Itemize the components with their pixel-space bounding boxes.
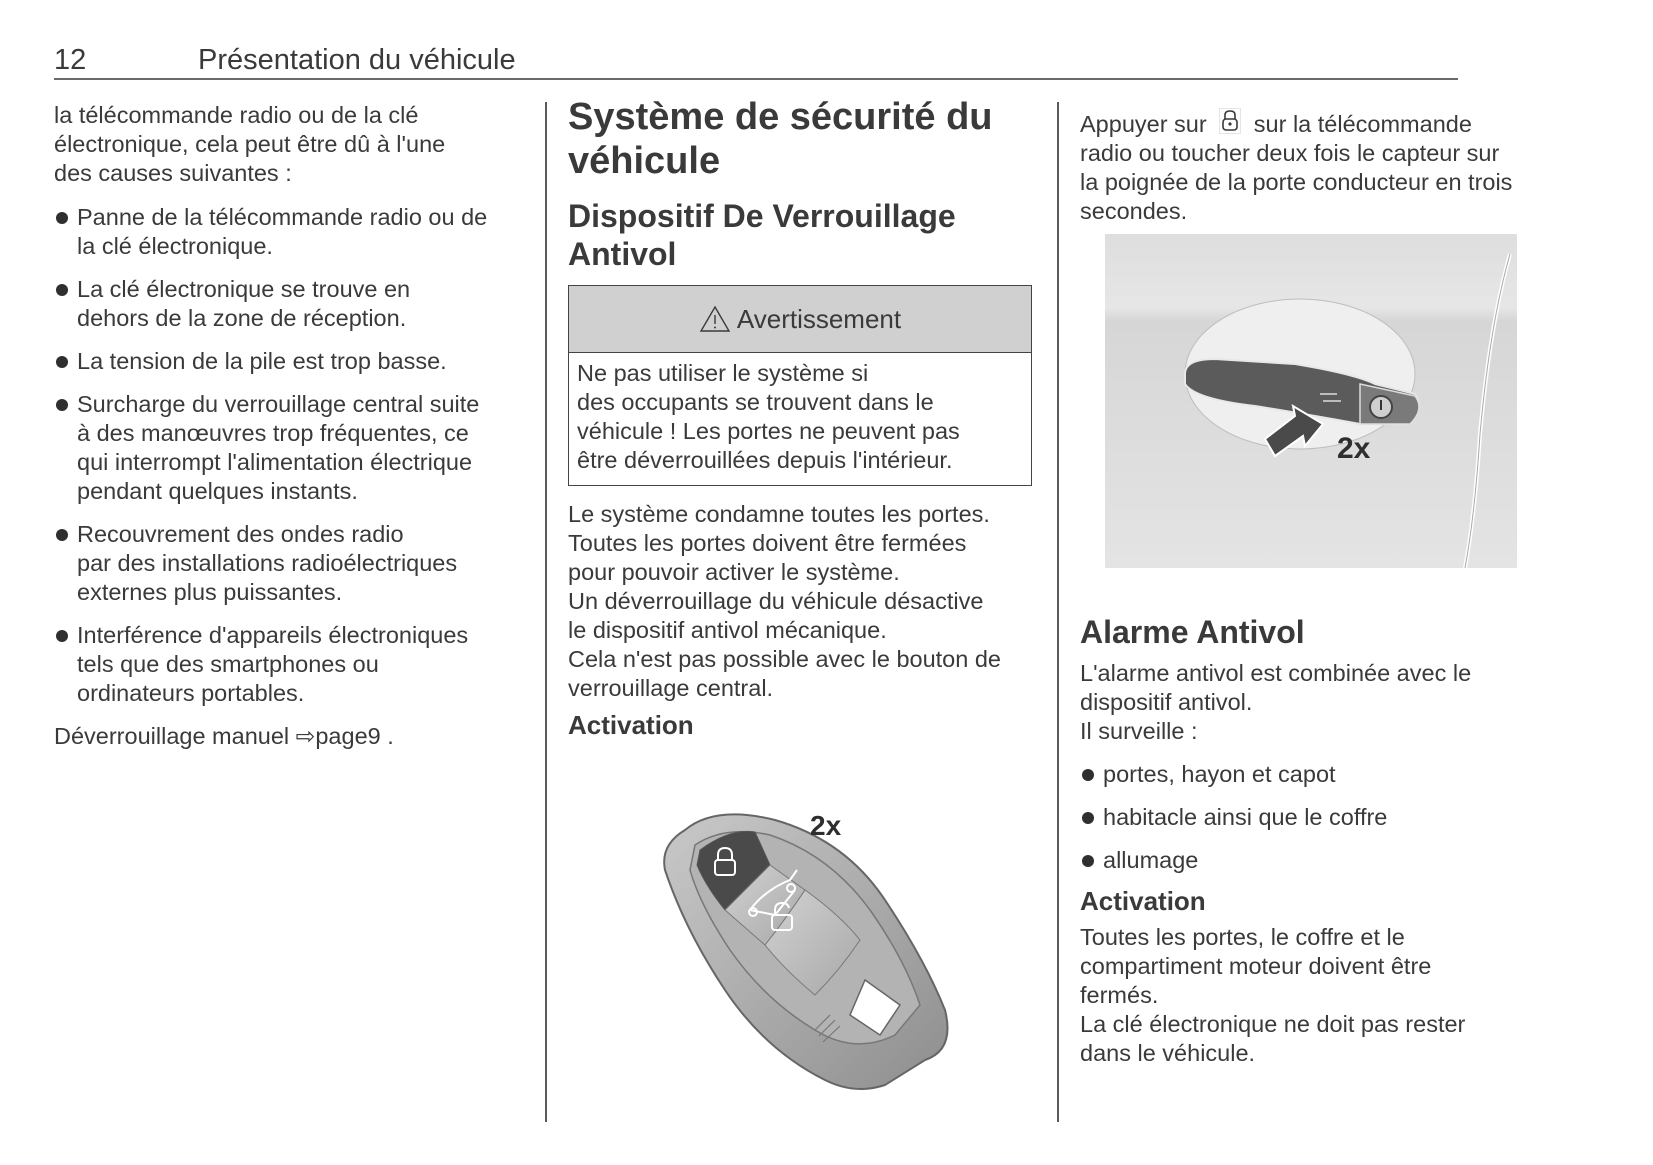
monitored-list: [1080, 760, 1560, 875]
warning-box: [568, 285, 1032, 486]
warning-triangle-icon: [699, 305, 731, 333]
alarm-section: [1080, 613, 1560, 1068]
activation-heading: Activation: [568, 710, 694, 740]
cross-reference: Déverrouillage manuel ⇨page9 .: [54, 723, 394, 749]
causes-list: [54, 203, 534, 708]
touch-count-label: 2x: [1337, 432, 1371, 465]
warning-header: [569, 286, 1031, 353]
bullet-icon: [1082, 855, 1094, 867]
bullet-icon: [56, 284, 68, 296]
right-column: [1080, 108, 1560, 226]
door-handle-illustration: [1105, 234, 1517, 568]
page-number: 12: [54, 44, 87, 76]
bullet-icon: [1082, 769, 1094, 781]
list-item: allumage: [1080, 846, 1560, 875]
warning-title: Avertissement: [736, 303, 902, 334]
list-item: La tension de la pile est trop basse.: [54, 347, 534, 376]
list-item: portes, hayon et capot: [1080, 760, 1560, 789]
key-fob-figure: [655, 800, 955, 1090]
door-handle-figure: [1105, 234, 1517, 568]
intro-paragraph: la télécommande radio ou de la clé électronique, cela peut être dû à l'une des causes suivantes :: [54, 102, 446, 186]
column-divider-right: [1057, 102, 1059, 1122]
list-item: Surcharge du verrouillage central suite à des manœuvres trop fréquentes, ce qui interrompt l'alimentation électrique pendant quelques instants.: [54, 390, 534, 506]
list-item: Interférence d'appareils électroniques tels que des smartphones ou ordinateurs portables.: [54, 621, 534, 708]
page-link[interactable]: page9: [315, 723, 381, 749]
key-fob-illustration: [655, 800, 955, 1090]
alarm-heading: Alarme Antivol: [1080, 614, 1305, 650]
bullet-icon: [56, 356, 68, 368]
page-header: [54, 40, 1458, 80]
bullet-icon: [56, 212, 68, 224]
lock-instruction: Appuyer sur sur la télécommande radio ou toucher deux fois le capteur sur la poignée de la porte conducteur en trois secondes.: [1080, 108, 1560, 226]
alarm-activation-heading: Activation: [1080, 886, 1206, 916]
bullet-icon: [56, 630, 68, 642]
middle-column: [568, 95, 1032, 741]
list-item: La clé électronique se trouve en dehors de la zone de réception.: [54, 275, 534, 333]
system-description: Le système condamne toutes les portes. Toutes les portes doivent être fermées pour pouvoir activer le système. Un déverrouillage du véhicule désactive le dispositif antivol mécanique. Cela n'est pas possible avec le bouton de verrouillage central.: [568, 501, 1001, 701]
column-divider-left: [545, 102, 547, 1122]
list-item: habitacle ainsi que le coffre: [1080, 803, 1560, 832]
list-item: Panne de la télécommande radio ou de la clé électronique.: [54, 203, 534, 261]
section-title: Présentation du véhicule: [198, 44, 516, 76]
bullet-icon: [56, 399, 68, 411]
lock-icon: [1219, 108, 1241, 134]
alarm-description: L'alarme antivol est combinée avec le dispositif antivol. Il surveille :: [1080, 660, 1472, 744]
left-column: [54, 101, 534, 751]
arrow-right-icon: ⇨: [295, 723, 316, 749]
bullet-icon: [1082, 812, 1094, 824]
subheading-antitheft-locking: Dispositif De Verrouillage Antivol: [568, 198, 956, 272]
warning-text: Ne pas utiliser le système si des occupants se trouvent dans le véhicule ! Les portes ne peuvent pas être déverrouillées depuis l'intérieur.: [577, 360, 960, 473]
bullet-icon: [56, 529, 68, 541]
heading-security-system: Système de sécurité du véhicule: [568, 96, 993, 182]
alarm-activation-text: Toutes les portes, le coffre et le compartiment moteur doivent être fermés. La clé électronique ne doit pas rester dans le véhicule.: [1080, 924, 1466, 1066]
press-count-label: 2x: [810, 810, 842, 841]
list-item: Recouvrement des ondes radio par des installations radioélectriques externes plus puissantes.: [54, 520, 534, 607]
